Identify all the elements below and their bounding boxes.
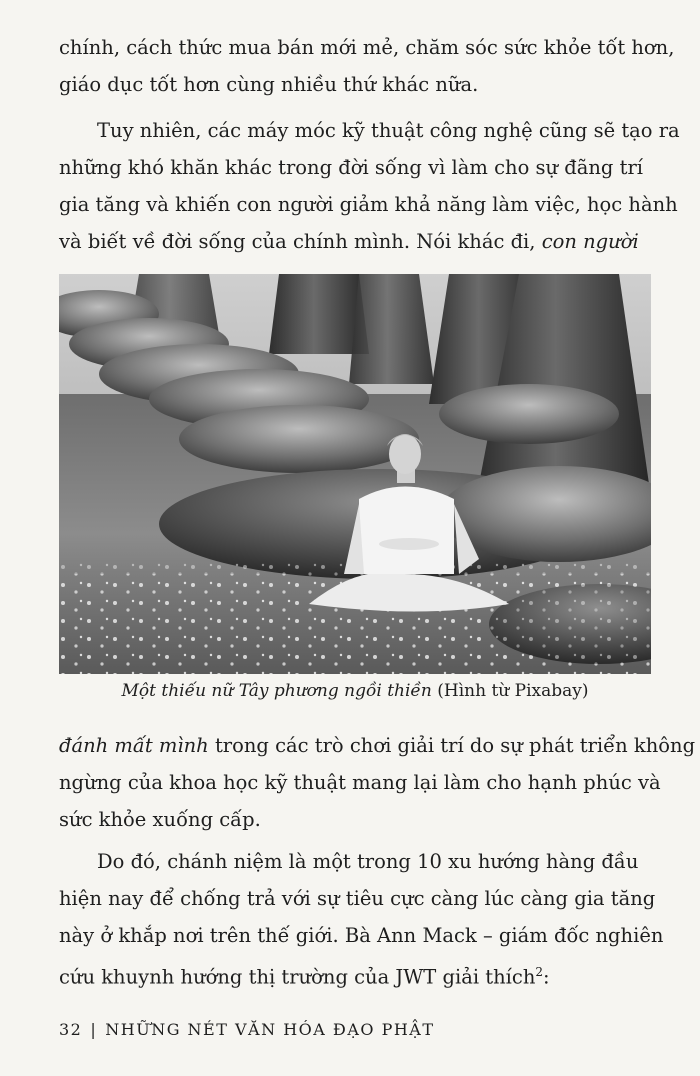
footnote-marker[interactable]: 2 — [535, 965, 544, 979]
paragraph-3 — [59, 727, 696, 838]
page-number: 32 — [59, 1020, 83, 1039]
paragraph-2 — [59, 112, 680, 260]
text-segment: : — [543, 965, 550, 989]
text-line-with-italic — [59, 727, 696, 764]
text-segment: cứu khuynh hướng thị trường của JWT giải thích — [59, 965, 536, 989]
text-segment: trong các trò chơi giải trí do sự phát triển không — [208, 734, 696, 757]
text-line: sức khỏe xuống cấp. — [59, 808, 261, 831]
text-line: hiện nay để chống trả với sự tiêu cực càng lúc càng gia tăng — [59, 887, 656, 910]
text-segment: và biết về đời sống của chính mình. Nói khác đi, — [59, 230, 542, 253]
text-line: chính, cách thức mua bán mới mẻ, chăm sóc sức khỏe tốt hơn, — [59, 36, 675, 59]
text-line: Do đó, chánh niệm là một trong 10 xu hướng hàng đầu — [97, 850, 639, 873]
italic-phrase: đánh mất mình — [59, 734, 209, 757]
text-line-with-footnote — [59, 954, 651, 996]
text-line: này ở khắp nơi trên thế giới. Bà Ann Mack – giám đốc nghiên — [59, 924, 664, 947]
text-line: Tuy nhiên, các máy móc kỹ thuật công nghệ cũng sẽ tạo ra — [97, 119, 680, 142]
text-line: giáo dục tốt hơn cùng nhiều thứ khác nữa. — [59, 73, 479, 96]
text-line: ngừng của khoa học kỹ thuật mang lại làm cho hạnh phúc và — [59, 771, 661, 794]
paragraph-1 — [59, 29, 675, 103]
caption-credit: (Hình từ Pixabay) — [431, 681, 589, 701]
footer-separator: | — [90, 1020, 98, 1039]
running-title: NHỮNG NÉT VĂN HÓA ĐẠO PHẬT — [105, 1020, 435, 1039]
page-footer — [59, 1020, 435, 1039]
italic-phrase: con người — [541, 230, 639, 253]
text-line: những khó khăn khác trong đời sống vì làm cho sự đãng trí — [59, 156, 644, 179]
text-line-with-italic — [59, 223, 651, 260]
photo-caption — [59, 678, 651, 704]
paragraph-4 — [59, 843, 664, 996]
text-line: gia tăng và khiến con người giảm khả năng làm việc, học hành — [59, 193, 678, 216]
caption-title: Một thiếu nữ Tây phương ngồi thiền — [121, 681, 432, 701]
meditation-photo — [59, 274, 651, 674]
